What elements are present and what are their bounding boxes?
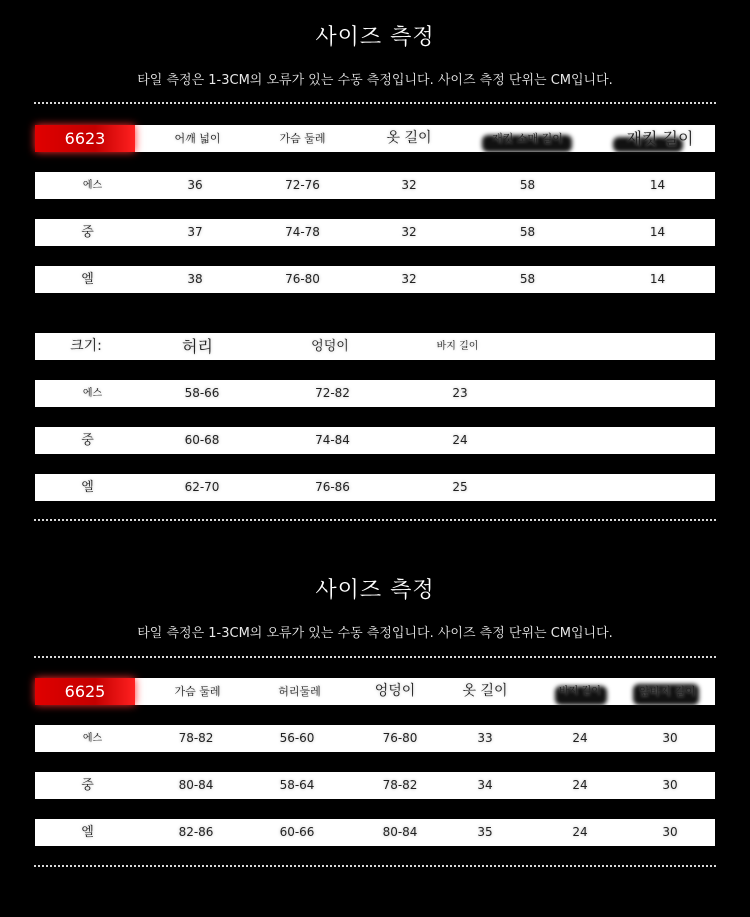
table-cell: 38 xyxy=(187,272,203,286)
header-cell: 허리둘레 xyxy=(278,685,321,698)
header-cell: 엉덩이 xyxy=(374,683,416,699)
dotted-divider xyxy=(34,656,716,658)
section2-title: 사이즈 측정 xyxy=(315,578,435,603)
header-cell: 바지 길이 xyxy=(559,686,601,697)
table-cell: 58 xyxy=(519,272,536,286)
table-cell: 30 xyxy=(662,825,678,839)
table-cell: 32 xyxy=(401,178,417,192)
table-row xyxy=(35,380,715,407)
table-cell: 30 xyxy=(662,731,678,745)
size-label: 중 xyxy=(81,778,94,793)
size-label: 엘 xyxy=(81,825,94,840)
table-cell: 78-82 xyxy=(178,731,214,745)
table-cell: 74-84 xyxy=(315,433,350,447)
section1-subtitle: 타일 측정은 1-3CM의 오류가 있는 수동 측정입니다. 사이즈 측정 단위는 CM입니다. xyxy=(137,73,613,88)
table-cell: 76-80 xyxy=(382,731,418,745)
model-badge-6623: 6623 xyxy=(35,125,135,152)
table-row xyxy=(35,172,715,199)
table-cell: 37 xyxy=(187,225,203,239)
table-row xyxy=(35,725,715,752)
size-label: 엘 xyxy=(81,272,94,287)
table-cell: 14 xyxy=(649,225,666,239)
table-cell: 14 xyxy=(649,178,666,192)
table-6623-header xyxy=(35,125,715,152)
table-cell: 80-84 xyxy=(382,825,418,839)
pants-table-header xyxy=(35,333,715,360)
header-cell: 앞바지 길이 xyxy=(639,685,696,698)
table-cell: 56-60 xyxy=(279,731,315,745)
dotted-divider xyxy=(34,865,716,867)
table-cell: 72-82 xyxy=(315,386,350,400)
table-cell: 72-76 xyxy=(285,178,320,192)
table-cell: 32 xyxy=(401,225,417,239)
table-cell: 24 xyxy=(452,433,468,447)
table-cell: 33 xyxy=(477,731,493,745)
size-label: 에스 xyxy=(82,733,103,744)
table-cell: 74-78 xyxy=(285,225,320,239)
size-label: 에스 xyxy=(82,388,103,399)
table-cell: 14 xyxy=(649,272,666,286)
dotted-divider xyxy=(34,102,716,104)
header-cell: 옷 길이 xyxy=(462,683,508,699)
table-row xyxy=(35,266,715,293)
table-cell: 82-86 xyxy=(178,825,214,839)
table-cell: 30 xyxy=(662,778,678,792)
dotted-divider xyxy=(34,519,716,521)
header-cell: 엉덩이 xyxy=(311,339,349,354)
table-row xyxy=(35,819,715,846)
table-cell: 34 xyxy=(477,778,493,792)
table-cell: 25 xyxy=(452,480,468,494)
table-cell: 58-66 xyxy=(184,386,220,400)
header-cell: 가슴 둘레 xyxy=(279,132,326,145)
table-row xyxy=(35,219,715,246)
size-label: 중 xyxy=(81,433,94,448)
size-label: 엘 xyxy=(81,480,94,495)
table-cell: 76-80 xyxy=(285,272,320,286)
table-cell: 60-68 xyxy=(184,433,220,447)
table-6625-header xyxy=(35,678,715,705)
size-label: 중 xyxy=(81,225,94,240)
table-cell: 58 xyxy=(519,178,536,192)
table-row xyxy=(35,772,715,799)
header-cell: 허리 xyxy=(182,337,213,356)
table-cell: 23 xyxy=(452,386,468,400)
header-cell: 크기: xyxy=(70,338,102,354)
table-cell: 78-82 xyxy=(382,778,418,792)
table-cell: 62-70 xyxy=(184,480,220,494)
table-cell: 35 xyxy=(477,825,493,839)
table-row xyxy=(35,474,715,501)
section2-subtitle: 타일 측정은 1-3CM의 오류가 있는 수동 측정입니다. 사이즈 측정 단위는 CM입니다. xyxy=(137,626,613,641)
model-badge-6625: 6625 xyxy=(35,678,135,705)
table-cell: 24 xyxy=(572,778,588,792)
table-cell: 60-66 xyxy=(279,825,315,839)
section1-title: 사이즈 측정 xyxy=(315,25,435,50)
header-cell: 재킷 소매 길이 xyxy=(492,132,563,145)
table-cell: 80-84 xyxy=(178,778,214,792)
table-cell: 24 xyxy=(572,825,588,839)
table-cell: 58-64 xyxy=(279,778,315,792)
header-cell: 재킷 길이 xyxy=(626,129,694,148)
header-cell: 옷 길이 xyxy=(386,130,432,146)
size-label: 에스 xyxy=(82,180,103,191)
table-cell: 24 xyxy=(572,731,588,745)
header-cell: 어깨 넓이 xyxy=(174,132,221,145)
table-cell: 58 xyxy=(519,225,536,239)
table-cell: 32 xyxy=(401,272,417,286)
table-cell: 36 xyxy=(187,178,203,192)
header-cell: 바지 길이 xyxy=(436,341,479,352)
table-row xyxy=(35,427,715,454)
header-cell: 가슴 둘레 xyxy=(174,685,221,698)
table-cell: 76-86 xyxy=(315,480,350,494)
